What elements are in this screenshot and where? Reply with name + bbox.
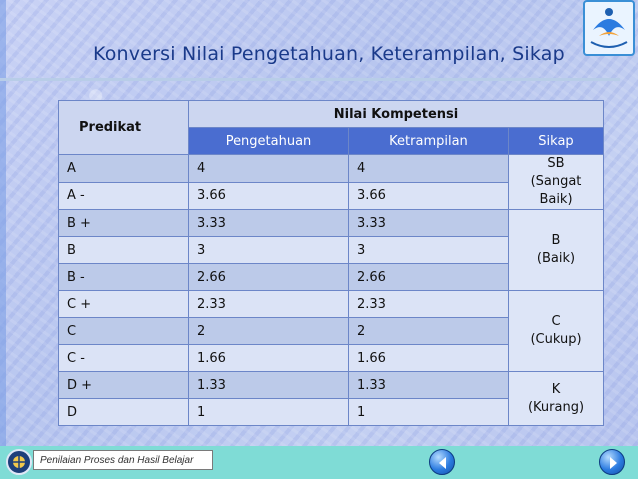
pengetahuan-cell: 1.66 <box>189 345 349 372</box>
ketrampilan-cell: 4 <box>349 155 509 183</box>
kurikulum-logo-icon <box>583 0 635 56</box>
pengetahuan-cell: 2 <box>189 318 349 345</box>
footer-label: Penilaian Proses dan Hasil Belajar <box>33 450 213 470</box>
sikap-label: (Cukup) <box>530 332 582 347</box>
predikat-cell: B - <box>59 264 189 291</box>
predikat-cell: D <box>59 399 189 426</box>
ketrampilan-cell: 3 <box>349 237 509 264</box>
sikap-label: (Sangat Baik) <box>530 174 582 207</box>
pengetahuan-cell: 3.66 <box>189 182 349 210</box>
badge-icon <box>6 449 32 475</box>
ketrampilan-cell: 1 <box>349 399 509 426</box>
predikat-cell: C + <box>59 291 189 318</box>
header-sikap: Sikap <box>509 128 604 155</box>
conversion-table <box>58 100 604 426</box>
predikat-cell: A <box>59 155 189 183</box>
pengetahuan-cell: 4 <box>189 155 349 183</box>
sikap-cell-c <box>509 291 604 372</box>
ketrampilan-cell: 2.66 <box>349 264 509 291</box>
header-pengetahuan: Pengetahuan <box>189 128 349 155</box>
ketrampilan-cell: 2 <box>349 318 509 345</box>
ketrampilan-cell: 1.66 <box>349 345 509 372</box>
sikap-cell-k <box>509 372 604 426</box>
slide-title: Konversi Nilai Pengetahuan, Keterampilan, Sikap <box>93 43 565 65</box>
predikat-cell: C - <box>59 345 189 372</box>
pengetahuan-cell: 3 <box>189 237 349 264</box>
table-row <box>59 210 604 237</box>
header-ketrampilan: Ketrampilan <box>349 128 509 155</box>
table-row <box>59 155 604 183</box>
title-divider <box>0 78 620 81</box>
ketrampilan-cell: 3.33 <box>349 210 509 237</box>
sikap-cell-sb <box>509 155 604 210</box>
sikap-code: SB <box>547 156 565 171</box>
header-predikat: Predikat <box>59 101 189 155</box>
sikap-code: K <box>551 381 561 397</box>
predikat-cell: B + <box>59 210 189 237</box>
left-accent-strip <box>0 0 6 479</box>
pengetahuan-cell: 3.33 <box>189 210 349 237</box>
header-nilai-kompetensi: Nilai Kompetensi <box>189 101 604 128</box>
predikat-cell: D + <box>59 372 189 399</box>
pengetahuan-cell: 1 <box>189 399 349 426</box>
table-row <box>59 372 604 399</box>
ketrampilan-cell: 1.33 <box>349 372 509 399</box>
pengetahuan-cell: 1.33 <box>189 372 349 399</box>
next-arrow-icon <box>606 456 620 470</box>
previous-arrow-icon <box>436 456 450 470</box>
sikap-code: C <box>551 314 561 329</box>
ketrampilan-cell: 3.66 <box>349 182 509 210</box>
predikat-cell: A - <box>59 182 189 210</box>
pengetahuan-cell: 2.66 <box>189 264 349 291</box>
previous-slide-button[interactable] <box>429 449 455 475</box>
table-row <box>59 291 604 318</box>
ketrampilan-cell: 2.33 <box>349 291 509 318</box>
sikap-label: (Baik) <box>536 251 576 266</box>
predikat-cell: C <box>59 318 189 345</box>
sikap-label: (Kurang) <box>527 399 585 415</box>
sikap-cell-b <box>509 210 604 291</box>
predikat-cell: B <box>59 237 189 264</box>
sikap-code: B <box>551 233 561 248</box>
pengetahuan-cell: 2.33 <box>189 291 349 318</box>
next-slide-button[interactable] <box>599 449 625 475</box>
